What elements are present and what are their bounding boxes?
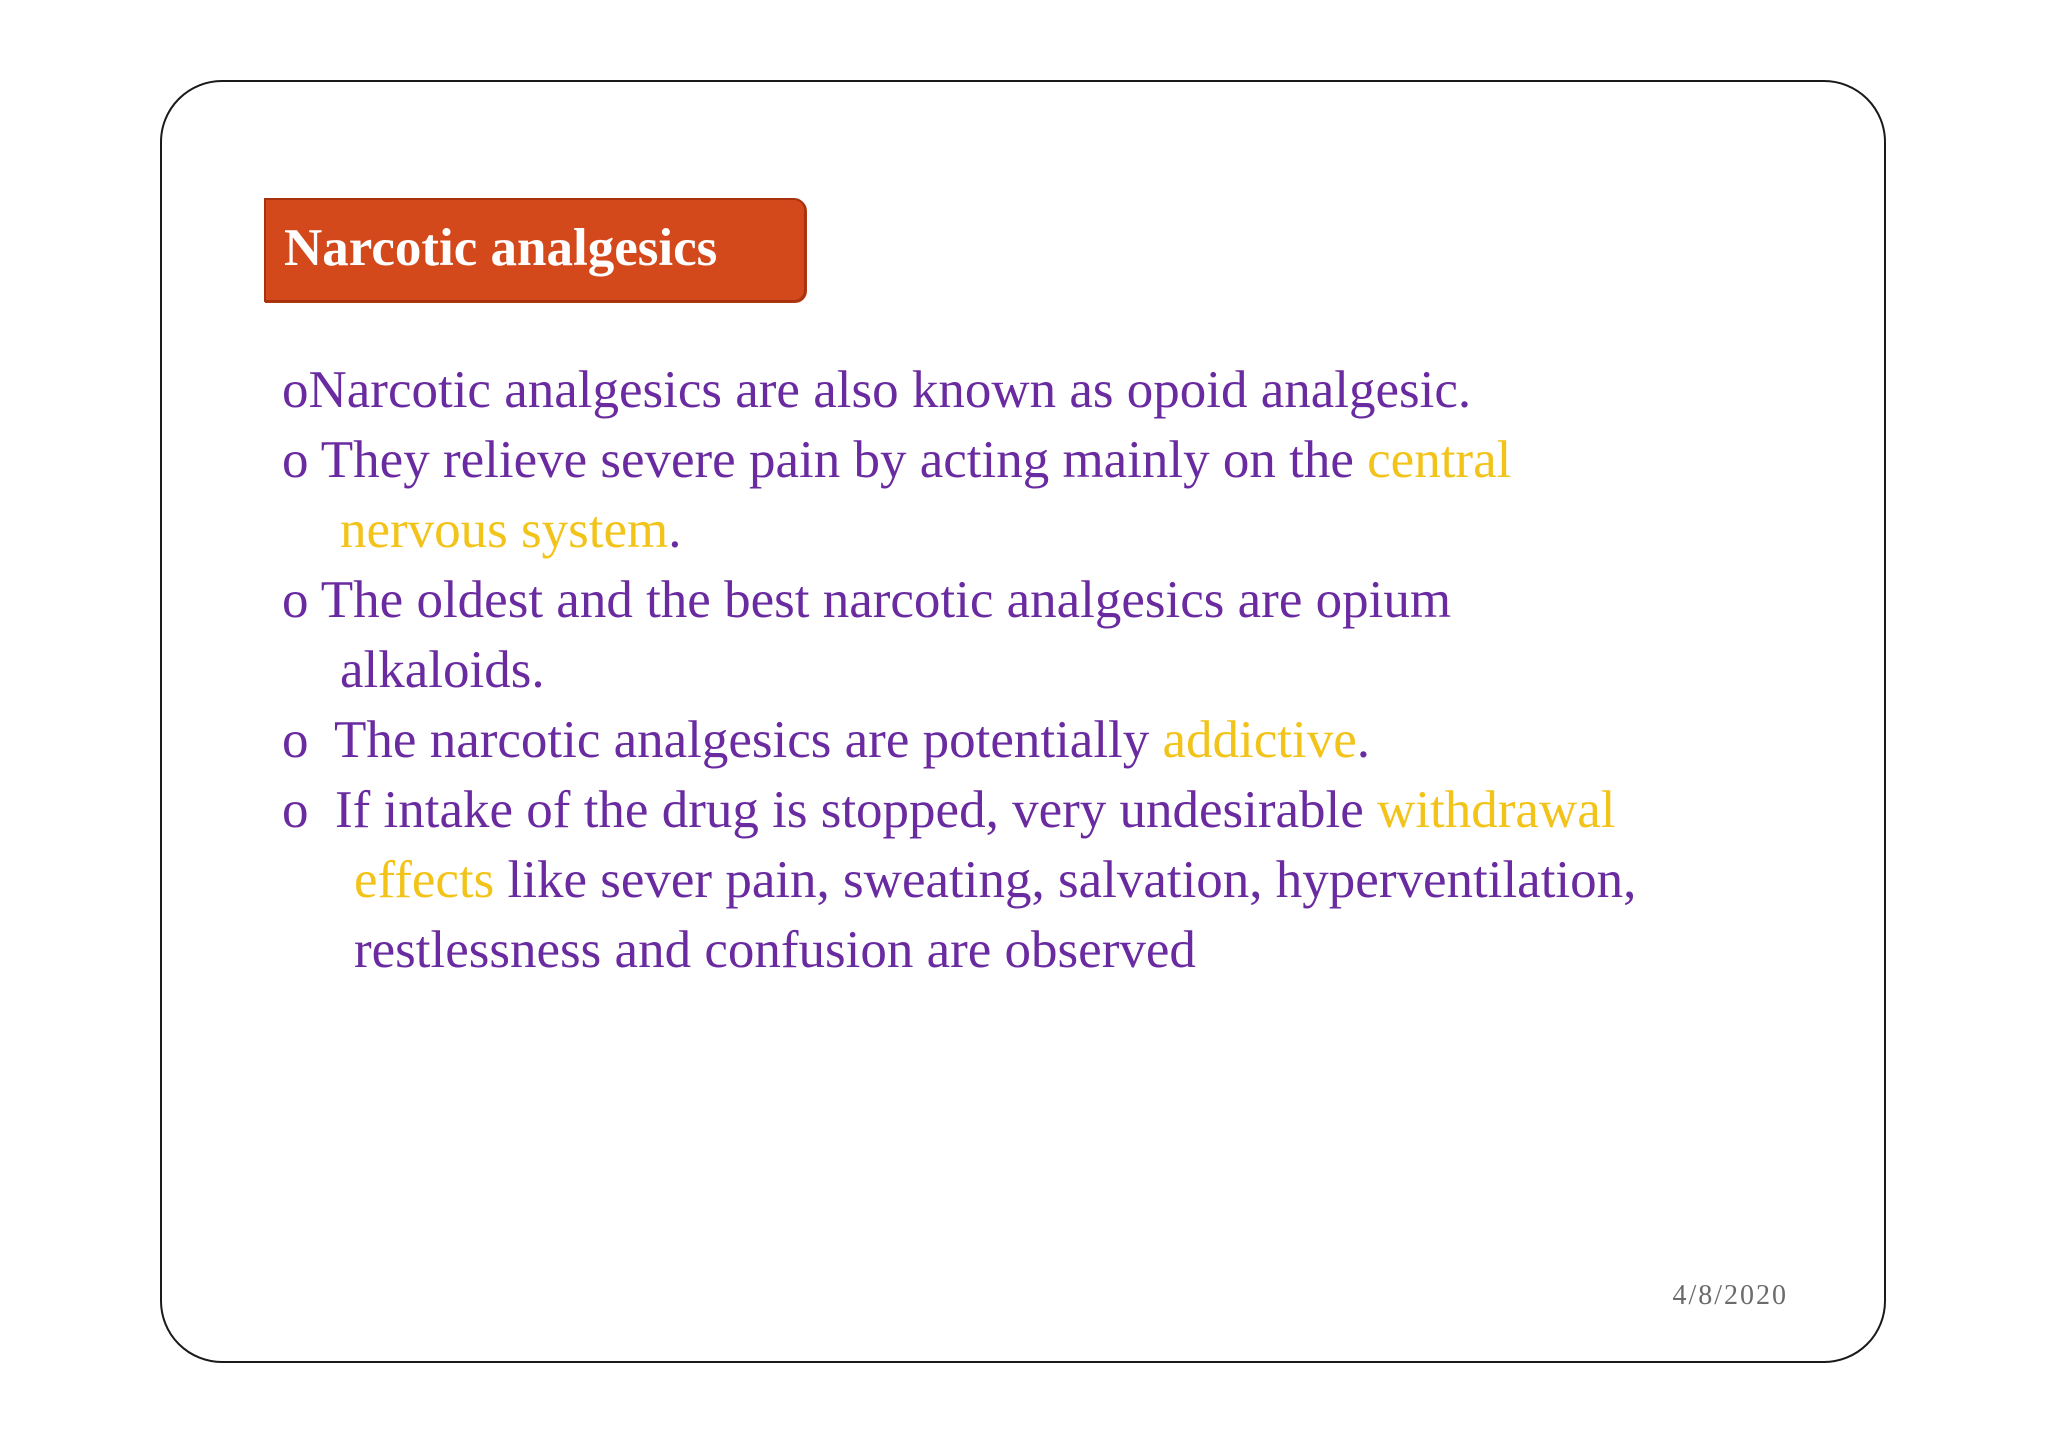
bullet-2-highlight-central: central [1367, 431, 1512, 489]
bullet-5 [282, 775, 1842, 985]
bullet-5-line-3 [282, 915, 1842, 985]
bullet-4-period: . [1356, 711, 1371, 769]
slide-title: Narcotic analgesics [284, 219, 718, 277]
bullet-marker: o [282, 571, 309, 629]
bullet-marker: o [282, 781, 309, 839]
bullet-5-text-line-2: like sever pain, sweating, salvation, hyperventilation, [494, 851, 1637, 909]
bullet-5-text-line-1: If intake of the drug is stopped, very undesirable [308, 781, 1378, 839]
bullet-1-line-1 [282, 355, 1842, 425]
bullet-2-line-1 [282, 425, 1842, 495]
bullet-marker: o [282, 361, 309, 419]
bullet-4 [282, 705, 1842, 775]
bullet-5-line-1 [282, 775, 1842, 845]
bullet-5-line-2 [282, 845, 1842, 915]
bullet-1 [282, 355, 1842, 425]
bullet-2-text: They relieve severe pain by acting mainly on the [308, 431, 1368, 489]
bullet-5-highlight-withdrawal: withdrawal [1377, 781, 1616, 839]
bullet-3-line-2 [282, 635, 1842, 705]
bullet-3 [282, 565, 1842, 705]
bullet-3-text-line-1: The oldest and the best narcotic analgesics are opium [308, 571, 1452, 629]
bullet-1-text: Narcotic analgesics are also known as opoid analgesic. [308, 361, 1472, 419]
bullet-4-line-1 [282, 705, 1842, 775]
bullet-2 [282, 425, 1842, 565]
slide-date: 4/8/2020 [1672, 1280, 1788, 1311]
bullet-4-text: The narcotic analgesics are potentially [308, 711, 1163, 769]
bullet-2-highlight-nervous-system: nervous system [340, 501, 669, 559]
bullet-3-line-1 [282, 565, 1842, 635]
bullet-2-period: . [668, 501, 682, 559]
bullet-marker: o [282, 711, 309, 769]
bullet-list [282, 355, 1842, 985]
bullet-2-line-2 [282, 495, 1842, 565]
bullet-4-highlight-addictive: addictive [1162, 711, 1357, 769]
bullet-3-text-line-2: alkaloids. [340, 641, 545, 699]
bullet-5-highlight-effects: effects [354, 851, 495, 909]
bullet-5-text-line-3: restlessness and confusion are observed [354, 921, 1196, 979]
bullet-marker: o [282, 431, 309, 489]
